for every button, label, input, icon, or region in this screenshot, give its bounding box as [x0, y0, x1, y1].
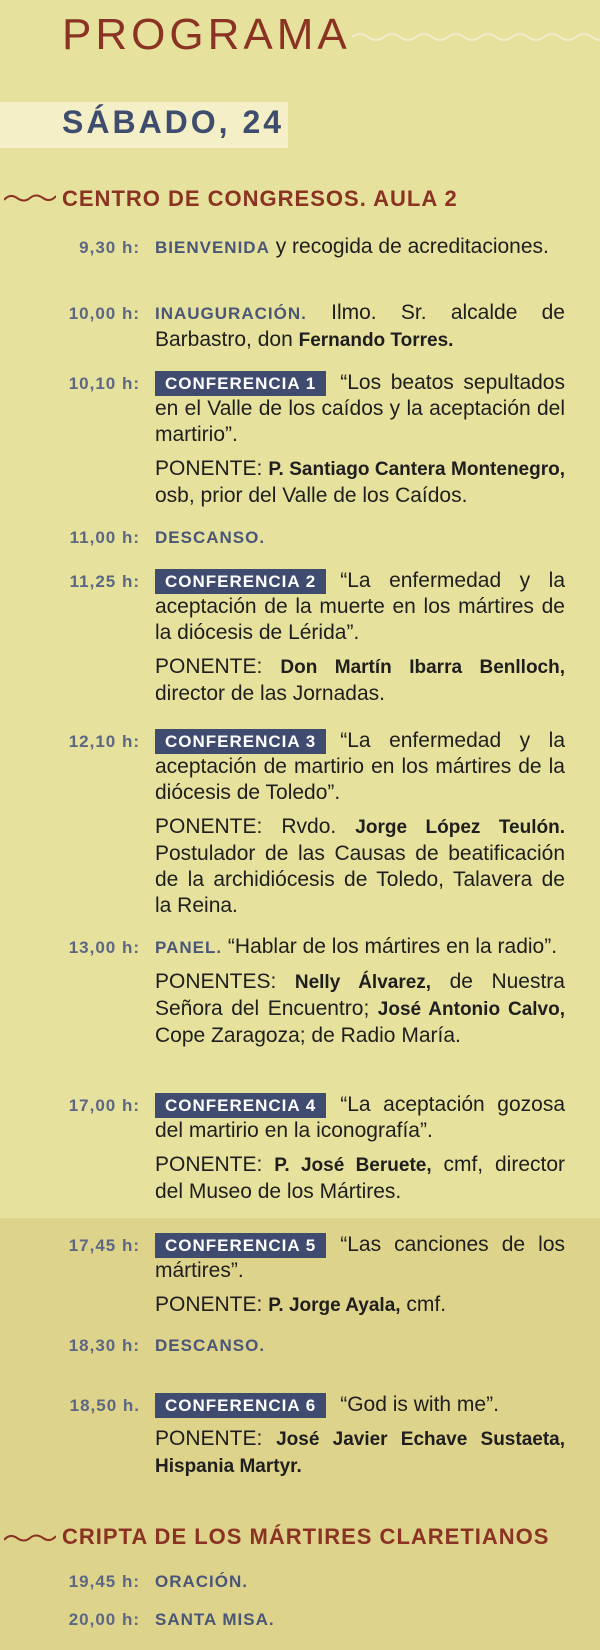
- speaker-line: [155, 1292, 565, 1319]
- entry-title: “Las canciones de los mártires”.: [155, 1233, 565, 1282]
- conference-badge: CONFERENCIA 3: [155, 729, 326, 754]
- speaker-label: PONENTES:: [155, 970, 295, 993]
- entry-text: “Hablar de los mártires en la radio”.: [222, 935, 558, 958]
- entry-keyword: DESCANSO.: [155, 528, 266, 547]
- entry-body: [155, 1606, 565, 1633]
- speaker-label: PONENTE:: [155, 1293, 269, 1316]
- speaker-line: [155, 654, 565, 707]
- entry-text: y recogida de acreditaciones.: [269, 235, 549, 258]
- entry-time: 18,30 h:: [68, 1336, 140, 1355]
- entry-time: 12,10 h:: [68, 732, 140, 751]
- wave-ornament-icon: [352, 30, 600, 44]
- speaker-line: [155, 456, 565, 509]
- entry-body: [155, 1092, 565, 1205]
- speaker-label: PONENTE:: [155, 1427, 277, 1450]
- speaker-detail: cmf, director del Museo de los Mártires.: [155, 1153, 565, 1203]
- speaker-label: PONENTE: Rvdo.: [155, 815, 356, 838]
- speaker-name: José Antonio Calvo,: [377, 999, 565, 1020]
- entry-time: 9,30 h:: [79, 238, 140, 257]
- entry-body: [155, 524, 565, 551]
- entry-body: [155, 728, 565, 919]
- conference-badge: CONFERENCIA 5: [155, 1233, 326, 1258]
- entry-title: “La enfermedad y la aceptación de martirio en los mártires de la diócesis de Toledo”.: [155, 729, 565, 804]
- speaker-detail: cmf.: [400, 1293, 447, 1316]
- entry-time: 10,00 h:: [68, 304, 140, 323]
- entry-body: [155, 1232, 565, 1319]
- entry-time: 10,10 h:: [68, 374, 140, 393]
- entry-title: “Los beatos sepultados en el Valle de los caídos y la aceptación del martirio”.: [155, 371, 565, 446]
- conference-badge: CONFERENCIA 6: [155, 1393, 326, 1418]
- entry-body: [155, 1392, 565, 1480]
- entry-time: 17,00 h:: [68, 1096, 140, 1115]
- entry-body: [155, 234, 565, 261]
- speaker-name: Nelly Álvarez,: [294, 972, 432, 993]
- entry-text: Ilmo. Sr. alcalde de Barbastro, don: [155, 301, 565, 351]
- speaker-label: PONENTE:: [155, 1153, 275, 1176]
- entry-body: [155, 370, 565, 509]
- entry-bold: Fernando Torres.: [298, 330, 454, 351]
- entry-title: “La aceptación gozosa del martirio en la iconografía”.: [155, 1093, 565, 1142]
- speaker-name: P. Santiago Cantera Montenegro,: [268, 459, 565, 480]
- speaker-line: [155, 1426, 565, 1480]
- speaker-detail: de Nuestra Señora del Encuentro;: [155, 970, 565, 1020]
- conference-badge: CONFERENCIA 1: [155, 371, 326, 396]
- entry-body: [155, 1332, 565, 1359]
- entry-time: 13,00 h:: [68, 938, 140, 957]
- entry-time: 11,25 h:: [69, 572, 140, 591]
- section-heading-cripta: CRIPTA DE LOS MÁRTIRES CLARETIANOS: [62, 1524, 550, 1549]
- entry-time: 11,00 h:: [69, 528, 140, 547]
- speaker-name: Jorge López Teulón.: [355, 817, 565, 838]
- page-title: PROGRAMA: [62, 10, 351, 59]
- entry-time: 17,45 h:: [68, 1236, 140, 1255]
- speaker-label: PONENTE:: [155, 655, 281, 678]
- speaker-name: José Javier Echave Sustaeta, Hispania Martyr.: [155, 1429, 565, 1477]
- entry-keyword: INAUGURACIÓN.: [155, 304, 307, 323]
- entry-time: 20,00 h:: [68, 1610, 140, 1629]
- entry-keyword: BIENVENIDA: [155, 238, 270, 257]
- entry-title: “God is with me”.: [340, 1393, 499, 1416]
- section-heading-centro: CENTRO DE CONGRESOS. AULA 2: [62, 186, 458, 211]
- entry-time: 19,45 h:: [68, 1572, 140, 1591]
- entry-keyword: DESCANSO.: [155, 1336, 266, 1355]
- day-heading: SÁBADO, 24: [62, 104, 285, 140]
- speaker-detail: director de las Jornadas.: [155, 682, 385, 705]
- entry-title: “La enfermedad y la aceptación de la muerte en los mártires de la diócesis de Lérida”.: [155, 569, 565, 644]
- entry-body: [155, 1568, 565, 1595]
- entry-body: [155, 568, 565, 707]
- entry-time: 18,50 h.: [69, 1396, 140, 1415]
- speaker-line: [155, 969, 565, 1049]
- wave-ornament-icon: [4, 191, 56, 205]
- entry-keyword: PANEL.: [155, 938, 223, 957]
- speaker-label: PONENTE:: [155, 457, 269, 480]
- conference-badge: CONFERENCIA 2: [155, 569, 326, 594]
- speaker-line: [155, 814, 565, 919]
- entry-keyword: SANTA MISA.: [155, 1610, 275, 1629]
- speaker-detail: Cope Zaragoza; de Radio María.: [155, 1024, 461, 1047]
- speaker-line: [155, 1152, 565, 1205]
- wave-ornament-icon: [4, 1531, 56, 1545]
- entry-keyword: ORACIÓN.: [155, 1572, 248, 1591]
- speaker-name: Don Martín Ibarra Benlloch,: [280, 657, 565, 678]
- conference-badge: CONFERENCIA 4: [155, 1093, 326, 1118]
- speaker-detail: osb, prior del Valle de los Caídos.: [155, 484, 468, 507]
- speaker-name: P. José Beruete,: [274, 1155, 432, 1176]
- entry-body: [155, 934, 565, 1049]
- entry-body: [155, 300, 565, 354]
- speaker-name: P. Jorge Ayala,: [268, 1295, 401, 1316]
- speaker-detail: Postulador de las Causas de beatificación de la archidiócesis de Toledo, Talavera de la Reina.: [155, 842, 565, 917]
